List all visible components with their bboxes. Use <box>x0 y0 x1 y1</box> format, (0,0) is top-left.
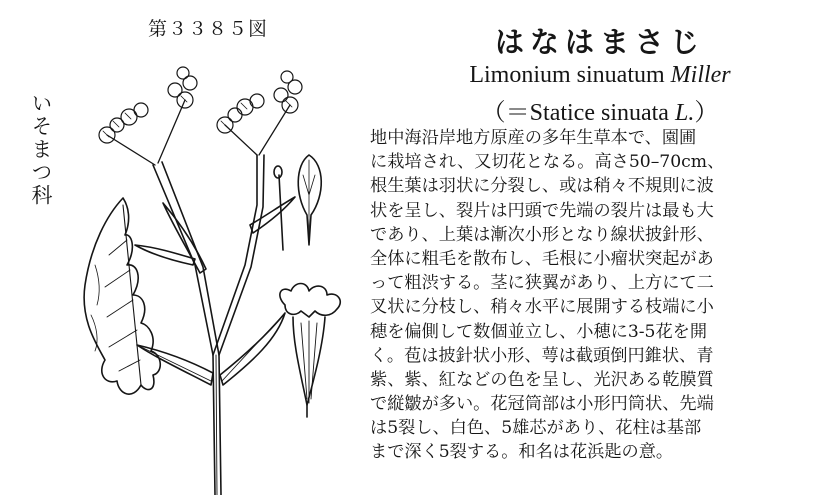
description-line: まで深く5裂する。和名は花浜匙の意。 <box>370 442 674 463</box>
flower-spikelets <box>99 67 302 143</box>
botanical-illustration <box>45 55 345 495</box>
description-line: 紫、紫、紅などの色を呈し、光沢ある乾膜質 <box>370 369 714 390</box>
flower-detail <box>280 284 340 318</box>
description-line: 全体に粗毛を散布し、毛根に小瘤状突起があ <box>370 248 714 269</box>
scientific-name-authority: Miller <box>670 62 731 88</box>
synonym-binomial: Statice sinuata <box>529 100 669 126</box>
winged-stem <box>153 165 215 495</box>
description-line: って粗渋する。茎に狭翼があり、上方にて二 <box>370 273 714 294</box>
description-line: に栽培され、又切花となる。高さ50–70cm、 <box>370 152 725 173</box>
description-line: は5裂し、白色、5雄芯があり、花柱は基部 <box>370 418 702 439</box>
description-line: 状を呈し、裂片は円頭で先端の裂片は最も大 <box>370 200 714 221</box>
scientific-name <box>390 62 810 89</box>
description-line: であり、上葉は漸次小形となり線状披針形、 <box>370 224 714 245</box>
description-line: 地中海沿岸地方原産の多年生草本で、園圃 <box>370 128 697 148</box>
figure-number: 第３３８５図 <box>148 18 269 40</box>
description-line: で縦皺が多い。花冠筒部は小形円筒状、先端 <box>370 394 714 415</box>
synonym <box>390 92 810 127</box>
petal-detail <box>298 155 321 245</box>
family-name: いそまつ科 <box>29 92 53 207</box>
synonym-authority: L. <box>674 100 695 126</box>
basal-leaf <box>84 198 160 394</box>
synonym-close: ） <box>694 100 719 126</box>
description-line: 根生葉は羽状に分裂し、或は稍々不規則に波 <box>370 176 714 197</box>
description-line: 叉状に分枝し、稍々水平に展開する枝端に小 <box>370 297 714 318</box>
description-line: く。苞は披針状小形、萼は截頭倒円錐状、青 <box>370 345 714 366</box>
description <box>370 126 825 465</box>
description-line: 穂を偏側して数個並立し、小穂に3-5花を開 <box>370 321 708 342</box>
scientific-name-binomial: Limonium sinuatum <box>469 62 665 88</box>
synonym-open: （＝ <box>481 100 530 126</box>
japanese-name: はなはまさじ <box>494 25 705 59</box>
